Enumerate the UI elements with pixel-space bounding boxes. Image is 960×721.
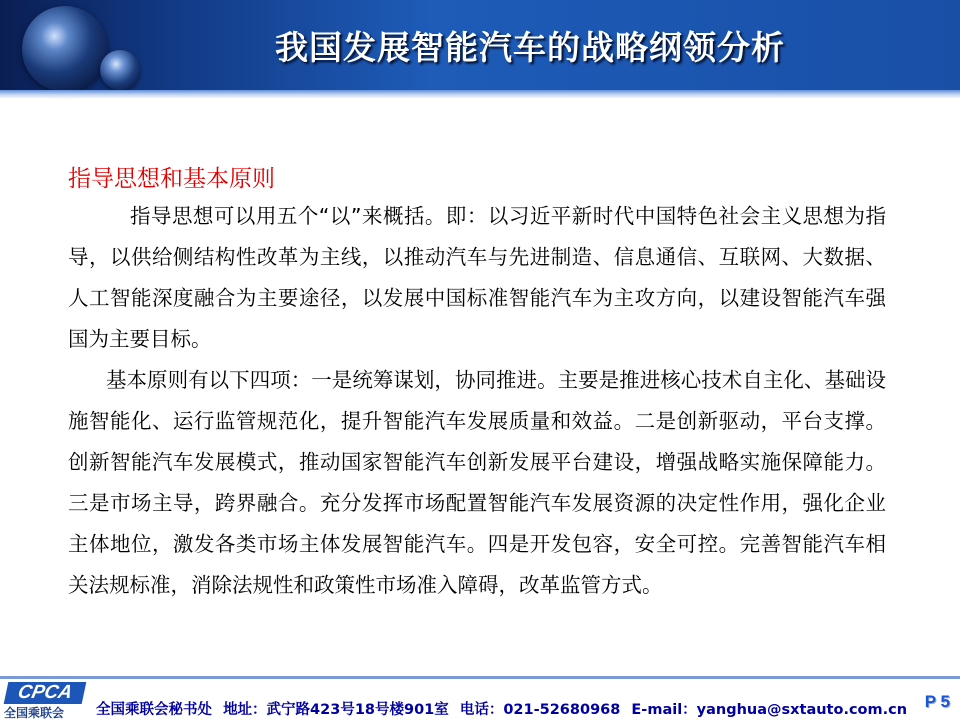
footer-email: E-mail：yanghua@sxtauto.com.cn — [631, 702, 908, 718]
logo-text: CPCA — [4, 682, 87, 704]
paragraph-basic-principles: 基本原则有以下四项：一是统筹谋划，协同推进。主要是推进核心技术自主化、基础设施智能化、运行监管规范化，提升智能汽车发展质量和效益。二是创新驱动，平台支撑。创新智能汽车发展模式，推动国家智能汽车创新发展平台建设，增强战略实施保障能力。三是市场主导，跨界融合。充分发挥市场配置智能汽车发展资源的决定性作用，强化企业主体地位，激发各类市场主体发展智能汽车。四是开发包容，安全可控。完善智能汽车相关法规标准，消除法规性和政策性市场准入障碍，改革监管方式。 — [68, 368, 886, 597]
footer-contact — [96, 698, 913, 719]
globe-decoration-icon — [22, 6, 108, 92]
footer-org: 全国乘联会秘书处 — [96, 702, 212, 718]
section-subtitle: 指导思想和基本原则 — [68, 166, 275, 192]
page-number: P 5 — [924, 692, 950, 711]
cpca-logo — [4, 682, 90, 718]
footer-address: 地址：武宁路423号18号楼901室 — [223, 702, 449, 718]
logo-subtext: 全国乘联会 — [4, 706, 65, 720]
small-globe-decoration-icon — [100, 50, 140, 90]
footer-phone: 电话：021-52680968 — [459, 702, 621, 718]
slide-title: 我国发展智能汽车的战略纲领分析 — [275, 28, 785, 67]
paragraph-guiding-ideology: 指导思想可以用五个“以”来概括。即：以习近平新时代中国特色社会主义思想为指导，以供给侧结构性改革为主线，以推动汽车与先进制造、信息通信、互联网、大数据、人工智能深度融合为主要途径，以发展中国标准智能汽车为主攻方向，以建设智能汽车强国为主要目标。 — [68, 204, 886, 351]
footer-divider — [0, 676, 960, 679]
header-banner — [0, 0, 960, 98]
